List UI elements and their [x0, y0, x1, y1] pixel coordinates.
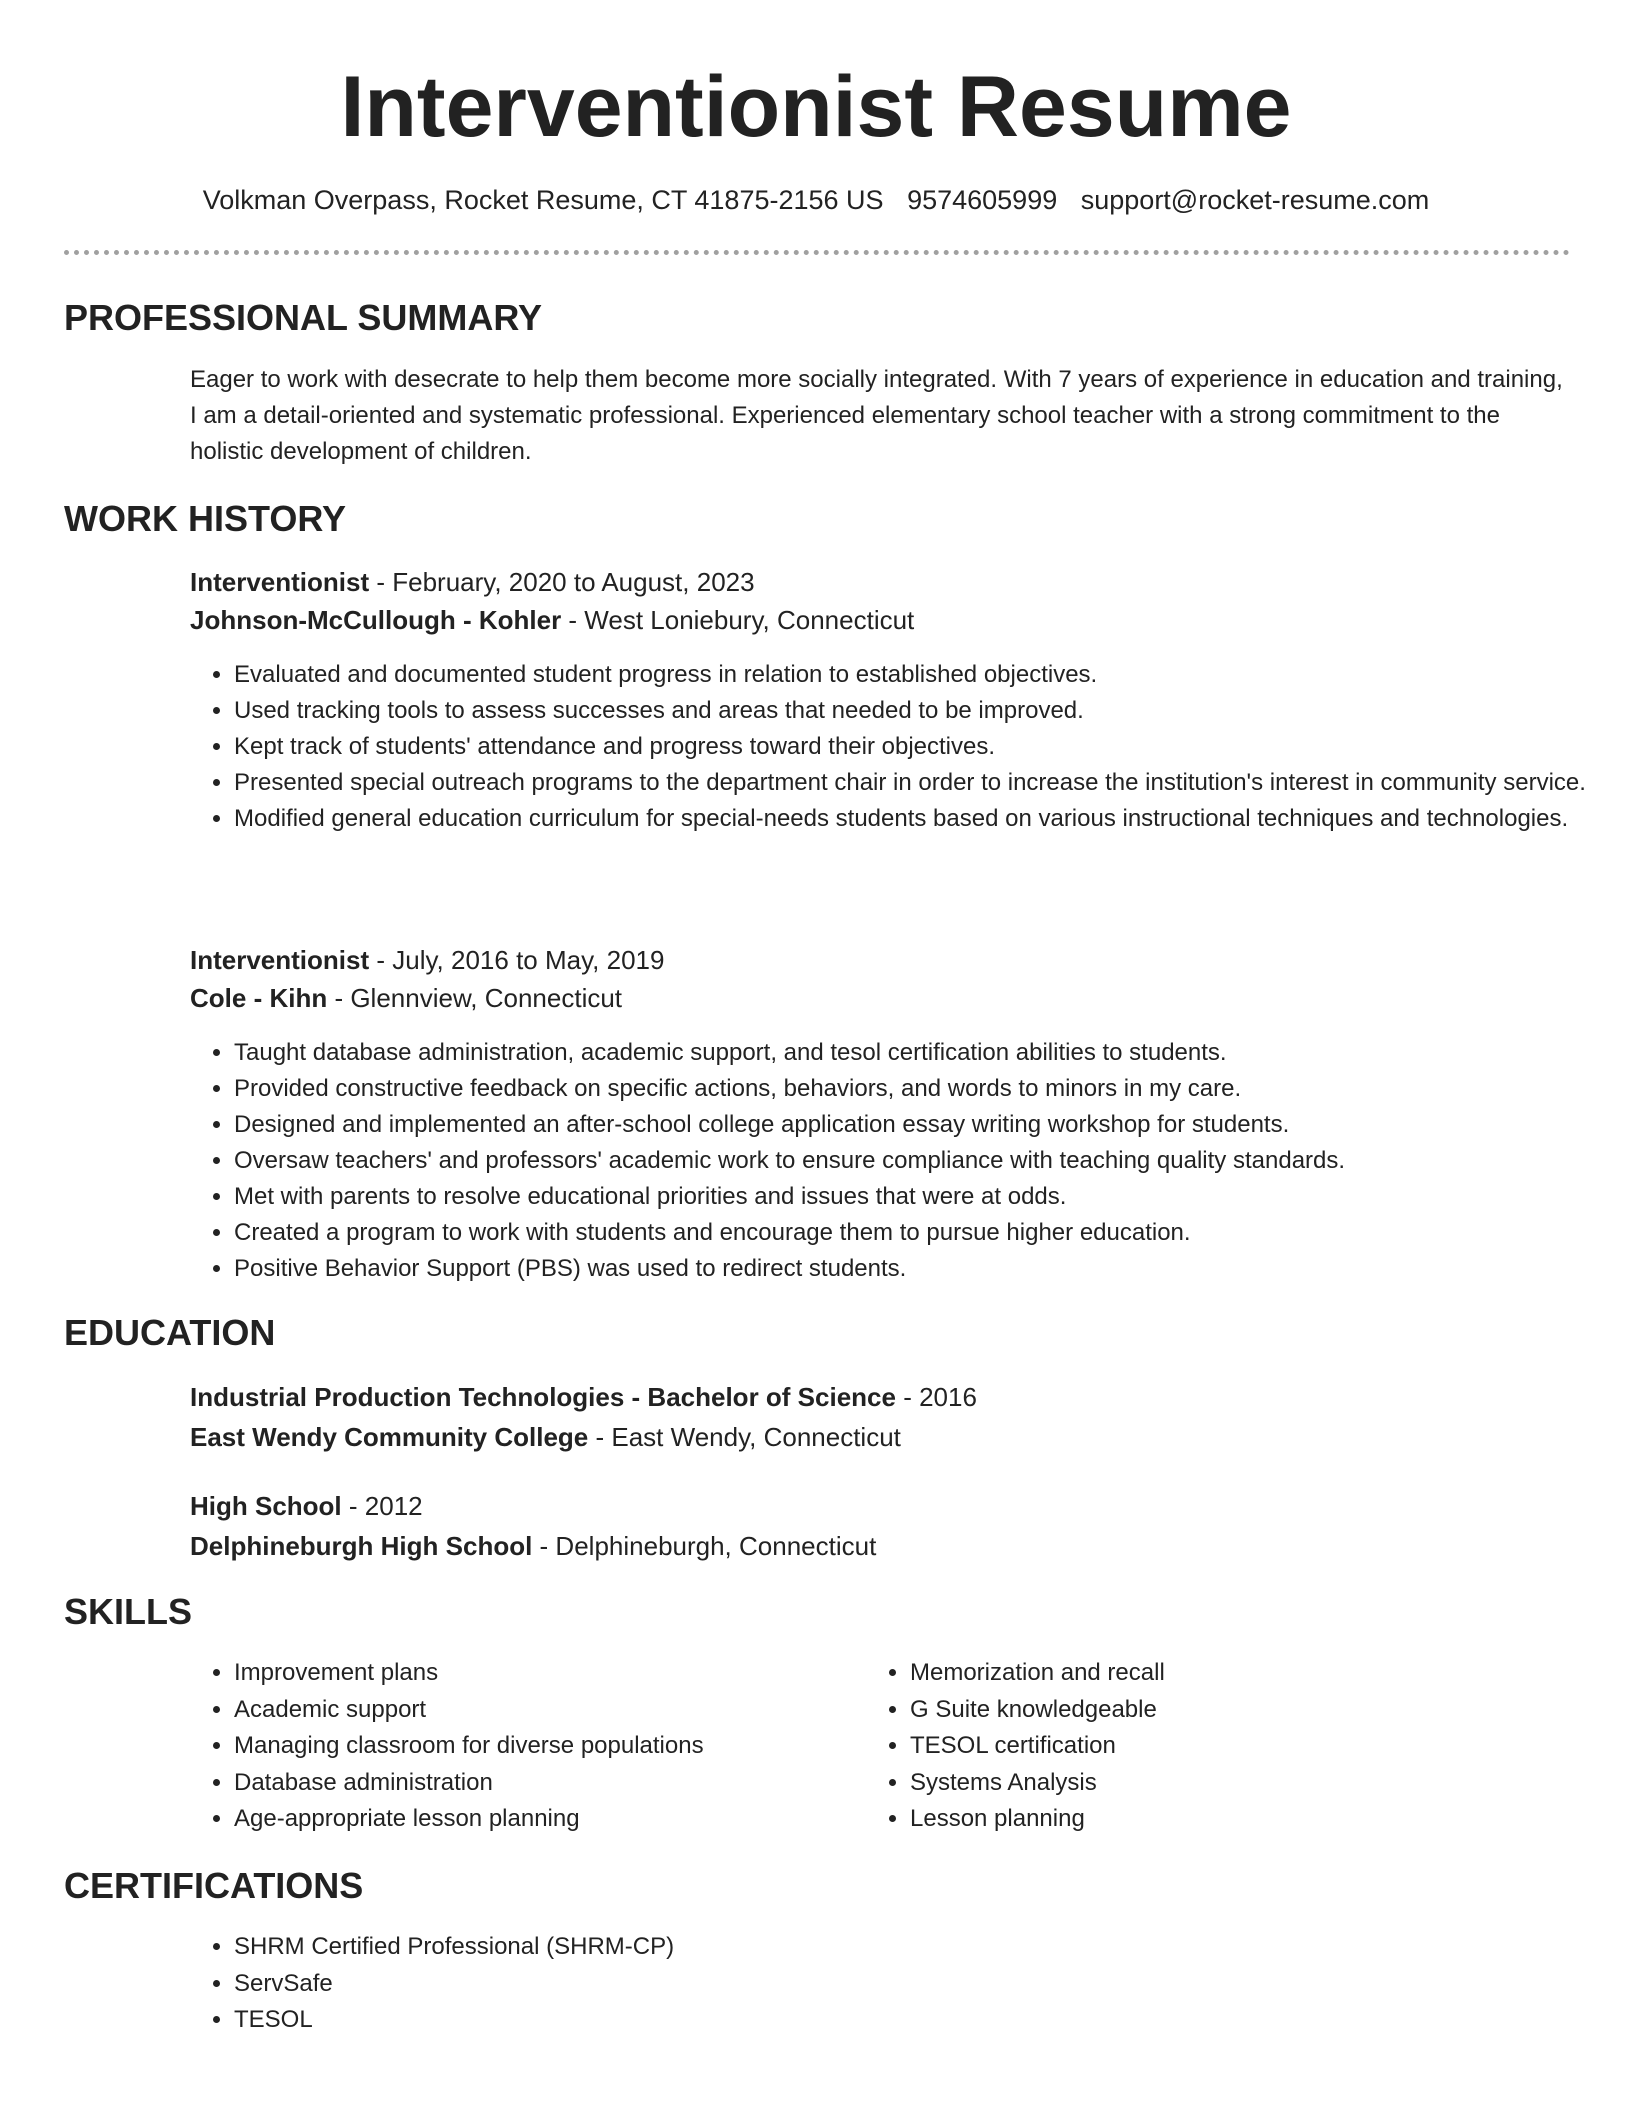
list-item: • Presented special outreach programs to the department chair in order to increase the institution's interest in community service. [234, 765, 1614, 801]
job-company: Johnson-McCullough - Kohler [190, 605, 562, 635]
education-location: - Delphineburgh, Connecticut [532, 1531, 877, 1561]
list-item: • Used tracking tools to assess successes and areas that needed to be improved. [234, 693, 1614, 729]
page-title: Interventionist Resume [340, 59, 1292, 155]
list-item: • Provided constructive feedback on specific actions, behaviors, and words to minors in my care. [234, 1071, 1614, 1107]
list-item: • Created a program to work with students and encourage them to pursue higher education. [234, 1215, 1614, 1251]
list-item: • ServSafe [234, 1966, 1234, 2003]
education-degree: High School [190, 1491, 342, 1521]
list-item: • Kept track of students' attendance and progress toward their objectives. [234, 729, 1614, 765]
list-item: • Memorization and recall [910, 1655, 1570, 1692]
job-company: Cole - Kihn [190, 983, 328, 1013]
skills-list-right [866, 1655, 1570, 1838]
header-divider [64, 250, 1570, 255]
education-year: - 2012 [341, 1491, 423, 1521]
job-title-line [190, 941, 664, 979]
job-dates: - July, 2016 to May, 2019 [369, 945, 665, 975]
job-bullets [190, 657, 1614, 837]
job-title: Interventionist [190, 567, 370, 597]
list-item: • Age-appropriate lesson planning [234, 1801, 864, 1838]
list-item: • Modified general education curriculum for special-needs students based on various instructional techniques and technologies. [234, 801, 1614, 837]
contact-email: support@rocket-resume.com [1080, 185, 1430, 215]
education-year: - 2016 [895, 1382, 977, 1412]
summary-heading: PROFESSIONAL SUMMARY [64, 297, 543, 338]
education-school-line [190, 1418, 901, 1456]
skills-list-left [190, 1655, 864, 1838]
list-item: • Positive Behavior Support (PBS) was used to redirect students. [234, 1251, 1614, 1287]
education-degree-line [190, 1487, 423, 1525]
list-item: • Lesson planning [910, 1801, 1570, 1838]
list-item: • Taught database administration, academic support, and tesol certification abilities to students. [234, 1035, 1614, 1071]
list-item: • G Suite knowledgeable [910, 1692, 1570, 1729]
education-school: East Wendy Community College [190, 1422, 589, 1452]
list-item: • Designed and implemented an after-school college application essay writing workshop for students. [234, 1107, 1614, 1143]
education-school: Delphineburgh High School [190, 1531, 533, 1561]
list-item: • Oversaw teachers' and professors' academic work to ensure compliance with teaching quality standards. [234, 1143, 1614, 1179]
list-item: • Managing classroom for diverse populations [234, 1728, 864, 1765]
job-company-line [190, 601, 914, 639]
job-title-line [190, 563, 755, 601]
education-degree-line [190, 1378, 977, 1416]
list-item: • Met with parents to resolve educational priorities and issues that were at odds. [234, 1179, 1614, 1215]
list-item: • TESOL certification [910, 1728, 1570, 1765]
certifications-heading: CERTIFICATIONS [64, 1865, 364, 1906]
list-item: • SHRM Certified Professional (SHRM-CP) [234, 1929, 1234, 1966]
list-item: • Improvement plans [234, 1655, 864, 1692]
summary-text: Eager to work with desecrate to help them become more socially integrated. With 7 years of experience in education and training, I am a detail-oriented and systematic professional. Experienced elementary school teacher with a strong commitment to the holistic development of children. [190, 366, 1563, 465]
job-company-line [190, 979, 622, 1017]
education-heading: EDUCATION [64, 1312, 276, 1353]
job-dates: - February, 2020 to August, 2023 [369, 567, 755, 597]
work-heading: WORK HISTORY [64, 498, 347, 539]
list-item: • Database administration [234, 1765, 864, 1802]
list-item: • Systems Analysis [910, 1765, 1570, 1802]
list-item: • Academic support [234, 1692, 864, 1729]
contact-address: Volkman Overpass, Rocket Resume, CT 41875-2156 US [202, 185, 884, 215]
education-degree: Industrial Production Technologies - Bachelor of Science [190, 1382, 896, 1412]
contact-line [0, 182, 1632, 218]
job-bullets [190, 1035, 1614, 1287]
list-item: • Evaluated and documented student progress in relation to established objectives. [234, 657, 1614, 693]
education-location: - East Wendy, Connecticut [588, 1422, 901, 1452]
job-location: - West Loniebury, Connecticut [561, 605, 915, 635]
education-school-line [190, 1527, 876, 1565]
contact-phone: 9574605999 [907, 185, 1058, 215]
skills-heading: SKILLS [64, 1591, 193, 1632]
certifications-list [190, 1929, 1234, 2039]
job-title: Interventionist [190, 945, 370, 975]
list-item: • TESOL [234, 2002, 1234, 2039]
job-location: - Glennview, Connecticut [327, 983, 623, 1013]
